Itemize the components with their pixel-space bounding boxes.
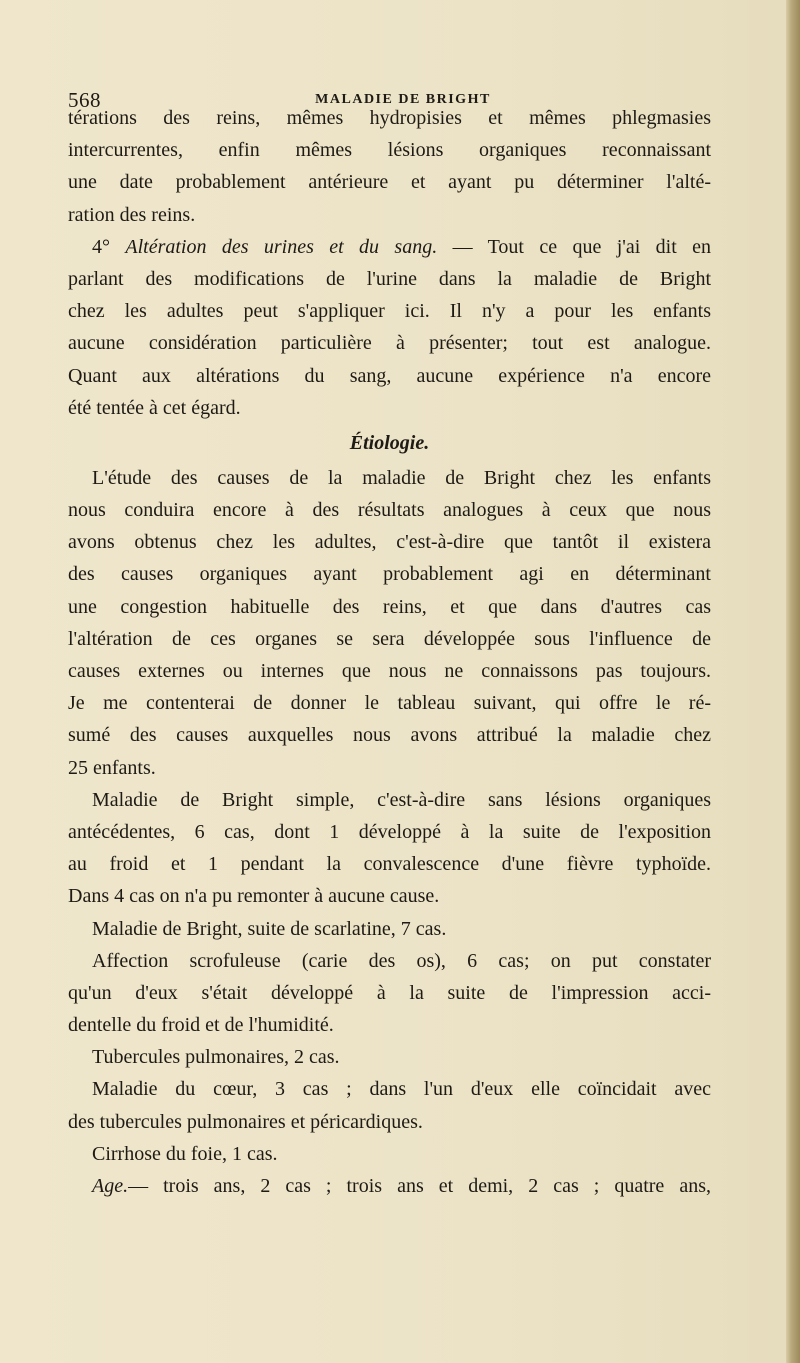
text-fragment: — trois ans, 2 cas ; trois ans et demi, 2 cas ; quatre ans, [128,1175,711,1197]
page-edge [786,0,800,1363]
text-line: parlant des modifications de l'urine dans la maladie de Bright [68,267,711,290]
item-number: 4° [92,235,126,258]
text-line: aucune considération particulière à présenter; tout est analogue. [68,332,711,355]
text-line: ration des reins. [68,203,196,226]
text-line: une date probablement antérieure et ayant pu déterminer l'alté- [68,171,711,194]
text-line: térations des reins, mêmes hydropisies et mêmes phlegmasies [68,107,711,129]
running-head: MALADIE DE BRIGHT [315,92,491,107]
text-line: causes externes ou internes que nous ne connaissons pas toujours. [68,660,711,682]
section-heading: Étiologie. [349,431,430,454]
text-line: Tubercules pulmonaires, 2 cas. [92,1046,340,1069]
text-line [68,1170,711,1202]
text-line: Cirrhose du foie, 1 cas. [92,1142,278,1165]
text-line: Maladie du cœur, 3 cas ; dans l'un d'eux elle coïncidait avec [92,1078,711,1101]
text-line: avons obtenus chez les adultes, c'est-à-dire que tantôt il existera [68,531,711,554]
text-line: sumé des causes auxquelles nous avons attribué la maladie chez [68,724,711,747]
text-line: L'étude des causes de la maladie de Bright chez les enfants [92,466,711,489]
text-line: nous conduira encore à des résultats analogues à ceux que nous [68,499,711,522]
age-label: Age. [92,1175,129,1197]
text-line: été tentée à cet égard. [68,396,241,419]
text-line: Maladie de Bright, suite de scarlatine, 7 cas. [92,917,447,940]
text-line [68,231,711,263]
text-line: chez les adultes peut s'appliquer ici. Il n'y a pour les enfants [68,300,711,323]
text-line: antécédentes, 6 cas, dont 1 développé à la suite de l'exposition [68,820,711,843]
text-line: dentelle du froid et de l'humidité. [68,1014,334,1037]
text-line: des tubercules pulmonaires et péricardiques. [68,1110,423,1133]
text-line: au froid et 1 pendant la convalescence d'une fièvre typhoïde. [68,853,711,876]
text-line: Je me contenterai de donner le tableau suivant, qui offre le ré- [68,692,711,715]
text-line: Dans 4 cas on n'a pu remonter à aucune cause. [68,885,440,908]
page-number: 568 [68,88,101,112]
text-line: des causes organiques ayant probablement agi en déterminant [68,563,711,586]
text-line: Affection scrofuleuse (carie des os), 6 cas; on put constater [92,949,711,972]
text-line: 25 enfants. [68,756,156,779]
text-line: intercurrentes, enfin mêmes lésions organiques reconnaissant [68,139,711,162]
text-line: qu'un d'eux s'était développé à la suite de l'impression acci- [68,981,711,1004]
text-line: l'altération de ces organes se sera développée sous l'influence de [68,627,711,650]
subsection-title: Altération des urines et du sang. [125,235,438,258]
text-fragment: — Tout ce que j'ai dit en [437,235,712,258]
text-line: Quant aux altérations du sang, aucune expérience n'a encore [68,364,711,387]
text-line: une congestion habituelle des reins, et que dans d'autres cas [68,595,711,618]
text-line: Maladie de Bright simple, c'est-à-dire sans lésions organiques [92,788,711,811]
body-text [68,102,711,1202]
